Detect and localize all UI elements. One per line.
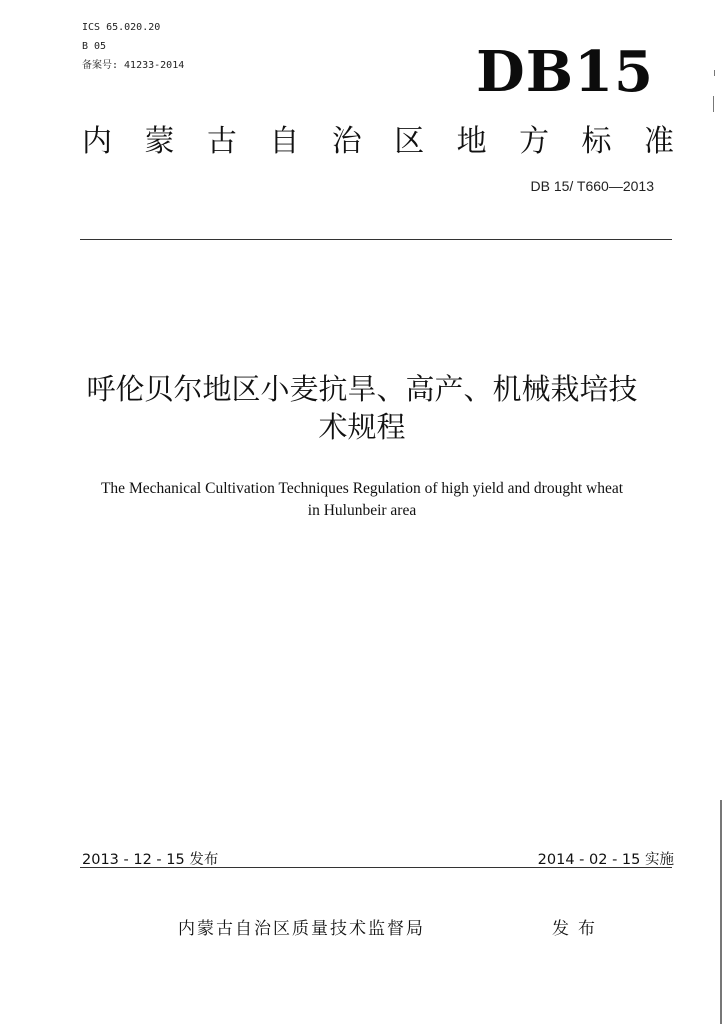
category-char: 地 xyxy=(456,124,487,159)
standard-number: DB 15/ T660—2013 xyxy=(530,178,654,194)
standard-category xyxy=(82,122,674,162)
scan-edge-line xyxy=(720,800,722,1024)
issue-date: 2013 - 12 - 15 发布 xyxy=(82,852,219,868)
scan-artifact xyxy=(714,70,715,76)
dates-row xyxy=(82,848,674,869)
top-divider xyxy=(80,239,672,240)
title-chinese-line2: 术规程 xyxy=(318,410,406,444)
category-char: 蒙 xyxy=(144,124,175,159)
scan-artifact xyxy=(713,96,714,112)
implementation-date: 2014 - 02 - 15 实施 xyxy=(537,852,674,868)
ccs-code: B 05 xyxy=(82,41,107,52)
title-english-line1: The Mechanical Cultivation Techniques Regulation of high yield and drought wheat xyxy=(100,480,624,497)
ics-code: ICS 65.020.20 xyxy=(82,22,161,33)
bottom-divider xyxy=(80,867,672,868)
issuing-authority: 内蒙古自治区质量技术监督局 xyxy=(178,919,425,939)
standard-code: DB15 xyxy=(476,39,654,105)
title-english xyxy=(50,478,674,522)
category-char: 方 xyxy=(519,124,550,159)
category-char: 自 xyxy=(269,124,300,159)
category-char: 古 xyxy=(206,124,237,159)
category-char: 准 xyxy=(643,124,674,159)
title-english-line2: in Hulunbeir area xyxy=(307,502,417,519)
category-char: 治 xyxy=(331,124,362,159)
title-chinese-line1: 呼伦贝尔地区小麦抗旱、高产、机械栽培技 xyxy=(86,372,638,406)
category-char: 标 xyxy=(581,124,612,159)
title-chinese xyxy=(60,370,664,446)
category-char: 区 xyxy=(394,124,425,159)
filing-number: 备案号: 41233-2014 xyxy=(82,60,185,71)
issuing-action: 发布 xyxy=(552,919,604,939)
category-char: 内 xyxy=(82,124,112,159)
